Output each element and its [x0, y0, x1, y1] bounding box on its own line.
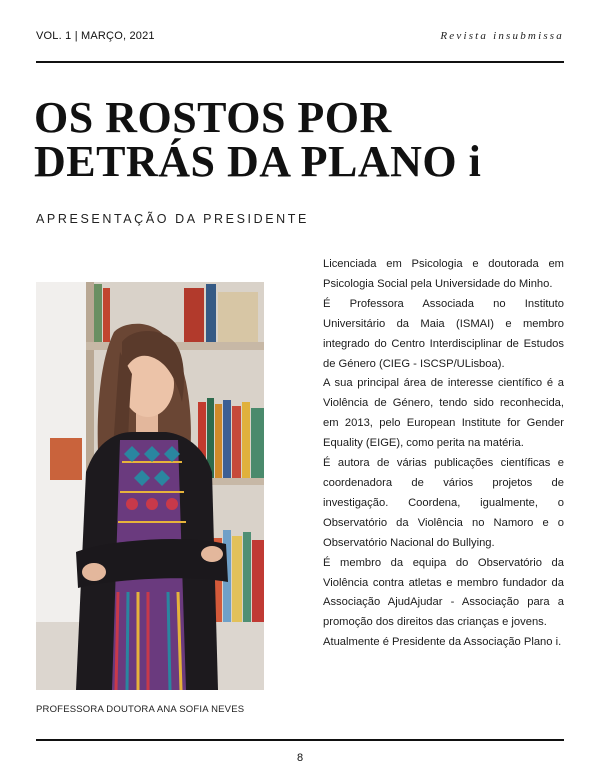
page-title-line-2: DETRÁS DA PLANO i: [34, 137, 482, 186]
bio-paragraph: A sua principal área de interesse científico é a Violência de Género, tendo sido reconhecida, em 2013, pelo European Institute for Gender Equality (EIGE), como perita na matéria.: [323, 377, 564, 450]
photo-caption: PROFESSORA DOUTORA ANA SOFIA NEVES: [36, 704, 245, 715]
bio-paragraph: É Professora Associada no Instituto Universitário da Maia (ISMAI) e membro integrado do Centro Interdisciplinar de Estudos de Género (CIEG - ISCSP/ULisboa).: [323, 297, 564, 370]
bio-paragraph: É autora de várias publicações científicas e coordenadora de vários projetos de investigação. Coordena, igualmente, o Observatório da Violência no Namoro e o Observatório Nacional do Bullying.: [323, 457, 564, 549]
magazine-name: Revista insubmissa: [440, 30, 564, 42]
portrait-photo: [36, 282, 264, 690]
section-subtitle: APRESENTAÇÃO DA PRESIDENTE: [36, 212, 309, 226]
bio-paragraph: É membro da equipa do Observatório da Violência contra atletas e membro fundador da Associação AjudAjudar - Associação para a promoção dos direitos das crianças e jovens.: [323, 556, 564, 629]
page-title: [34, 93, 482, 186]
bio-paragraph: Atualmente é Presidente da Associação Plano i.: [323, 636, 562, 649]
issue-volume-date: VOL. 1 | MARÇO, 2021: [36, 30, 155, 42]
header-divider: [36, 61, 564, 63]
page-number: 8: [296, 752, 304, 764]
bio-paragraph: Licenciada em Psicologia e doutorada em Psicologia Social pela Universidade do Minho.: [323, 258, 564, 290]
page-title-line-1: OS ROSTOS POR: [34, 93, 392, 142]
biography-text: [323, 255, 564, 653]
footer-divider: [36, 739, 564, 741]
